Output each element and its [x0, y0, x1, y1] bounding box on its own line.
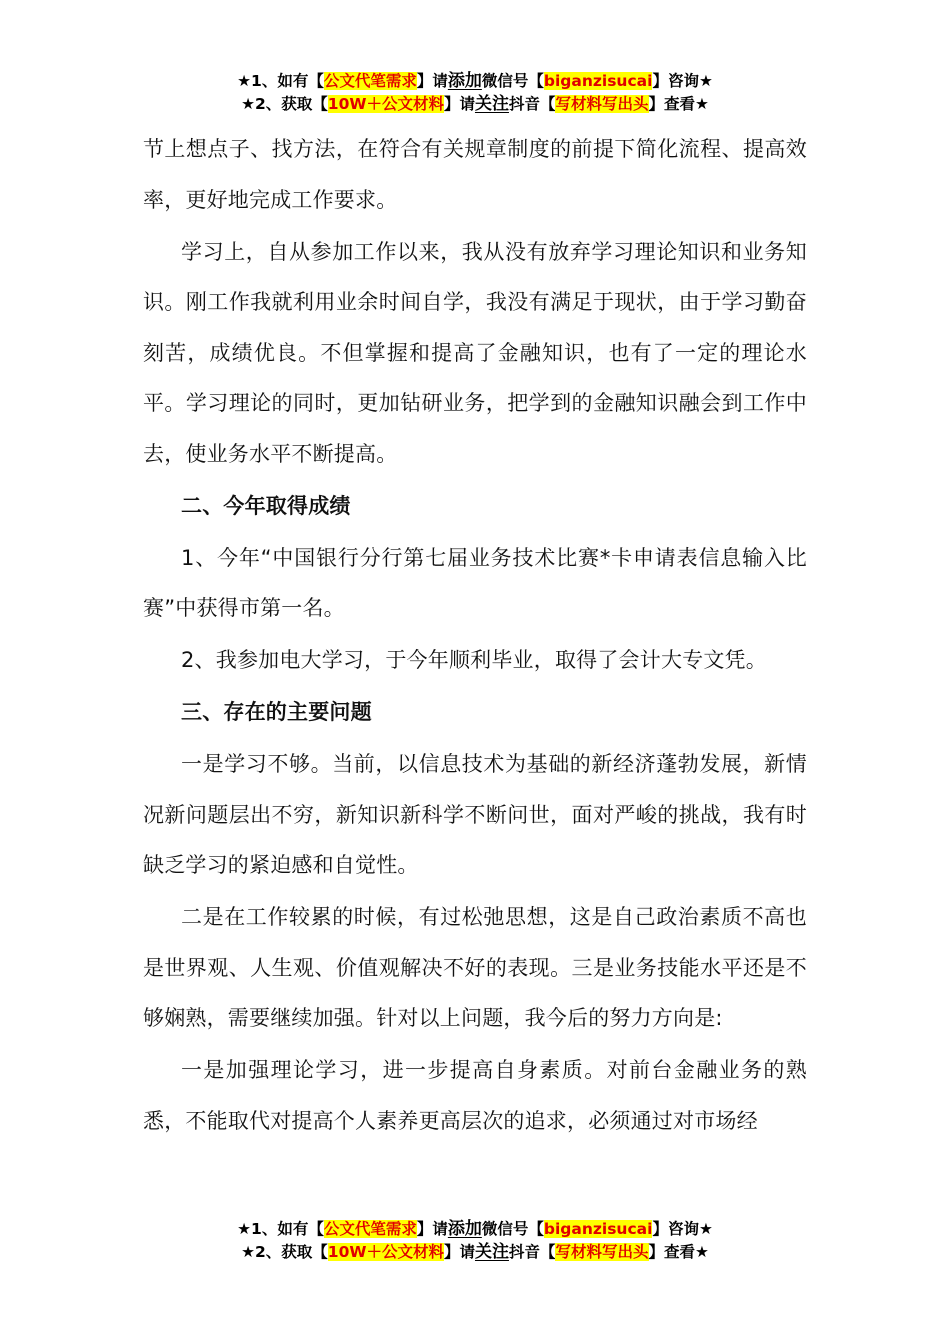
paragraph-study: 学习上，自从参加工作以来，我从没有放弃学习理论知识和业务知识。刚工作我就利用业余时间自学，我没有满足于现状，由于学习勤奋刻苦，成绩优良。不但掌握和提高了金融知识，也有了一定的理论水平。学习理论的同时，更加钻研业务，把学到的金融知识融会到工作中去，使业务水平不断提高。: [143, 239, 807, 466]
banner-highlight: 10W＋公文材料: [327, 95, 444, 113]
paragraph-problem-2: 二是在工作较累的时候，有过松弛思想，这是自己政治素质不高也是世界观、人生观、价值观解决不好的表现。三是业务技能水平还是不够娴熟，需要继续加强。针对以上问题，我今后的努力方向是:: [143, 905, 807, 1030]
banner-wechat-id: biganzisucai: [543, 1220, 653, 1238]
achievement-item-2: 2、我参加电大学习，于今年顺利毕业，取得了会计大专文凭。: [181, 648, 767, 672]
banner-text: ★2、获取【: [241, 95, 328, 113]
banner-highlight: 公文代笔需求: [323, 72, 417, 90]
banner-text: 】请: [416, 1220, 448, 1238]
banner-text: ★1、如有【: [237, 1220, 324, 1238]
banner-line-2: [0, 93, 950, 116]
banner-text: 】咨询★: [652, 72, 713, 90]
banner-text: 微信号【: [481, 1220, 544, 1238]
paragraph-problem-1: 一是学习不够。当前，以信息技术为基础的新经济蓬勃发展，新情况新问题层出不穷，新知识新科学不断问世，面对严峻的挑战，我有时缺乏学习的紧迫感和自觉性。: [143, 752, 807, 877]
banner-highlight: 10W＋公文材料: [327, 1243, 444, 1261]
banner-line-2: [0, 1241, 950, 1264]
document-body: [143, 124, 807, 1148]
banner-text: 】查看★: [648, 1243, 709, 1261]
header-banner: [0, 70, 950, 116]
banner-line-1: [0, 70, 950, 93]
banner-douyin-name: 写材料写出头: [555, 1243, 649, 1261]
banner-line-1: [0, 1218, 950, 1241]
banner-text: 微信号【: [481, 72, 544, 90]
banner-emphasis: 关注: [474, 94, 509, 114]
banner-wechat-id: biganzisucai: [543, 72, 653, 90]
banner-emphasis: 添加: [447, 71, 482, 91]
banner-text: ★2、获取【: [241, 1243, 328, 1261]
achievement-item-1: 1、今年“中国银行分行第七届业务技术比赛*卡申请表信息输入比赛”中获得市第一名。: [143, 545, 807, 620]
banner-emphasis: 关注: [474, 1242, 509, 1262]
banner-text: 】查看★: [648, 95, 709, 113]
paragraph-continuation: 节上想点子、找方法，在符合有关规章制度的前提下简化流程、提高效率，更好地完成工作要求。: [143, 137, 807, 212]
banner-emphasis: 添加: [447, 1219, 482, 1239]
banner-text: ★1、如有【: [237, 72, 324, 90]
banner-douyin-name: 写材料写出头: [555, 95, 649, 113]
paragraph-improvement-1: 一是加强理论学习，进一步提高自身素质。对前台金融业务的熟悉，不能取代对提高个人素养更高层次的追求，必须通过对市场经: [143, 1058, 807, 1133]
section-heading-problems: 三、存在的主要问题: [181, 700, 372, 724]
banner-highlight: 公文代笔需求: [323, 1220, 417, 1238]
banner-text: 】请: [443, 1243, 475, 1261]
banner-text: 】请: [416, 72, 448, 90]
banner-text: 】咨询★: [652, 1220, 713, 1238]
banner-text: 抖音【: [508, 1243, 556, 1261]
banner-text: 】请: [443, 95, 475, 113]
banner-text: 抖音【: [508, 95, 556, 113]
footer-banner: [0, 1218, 950, 1264]
section-heading-achievements: 二、今年取得成绩: [181, 493, 351, 518]
